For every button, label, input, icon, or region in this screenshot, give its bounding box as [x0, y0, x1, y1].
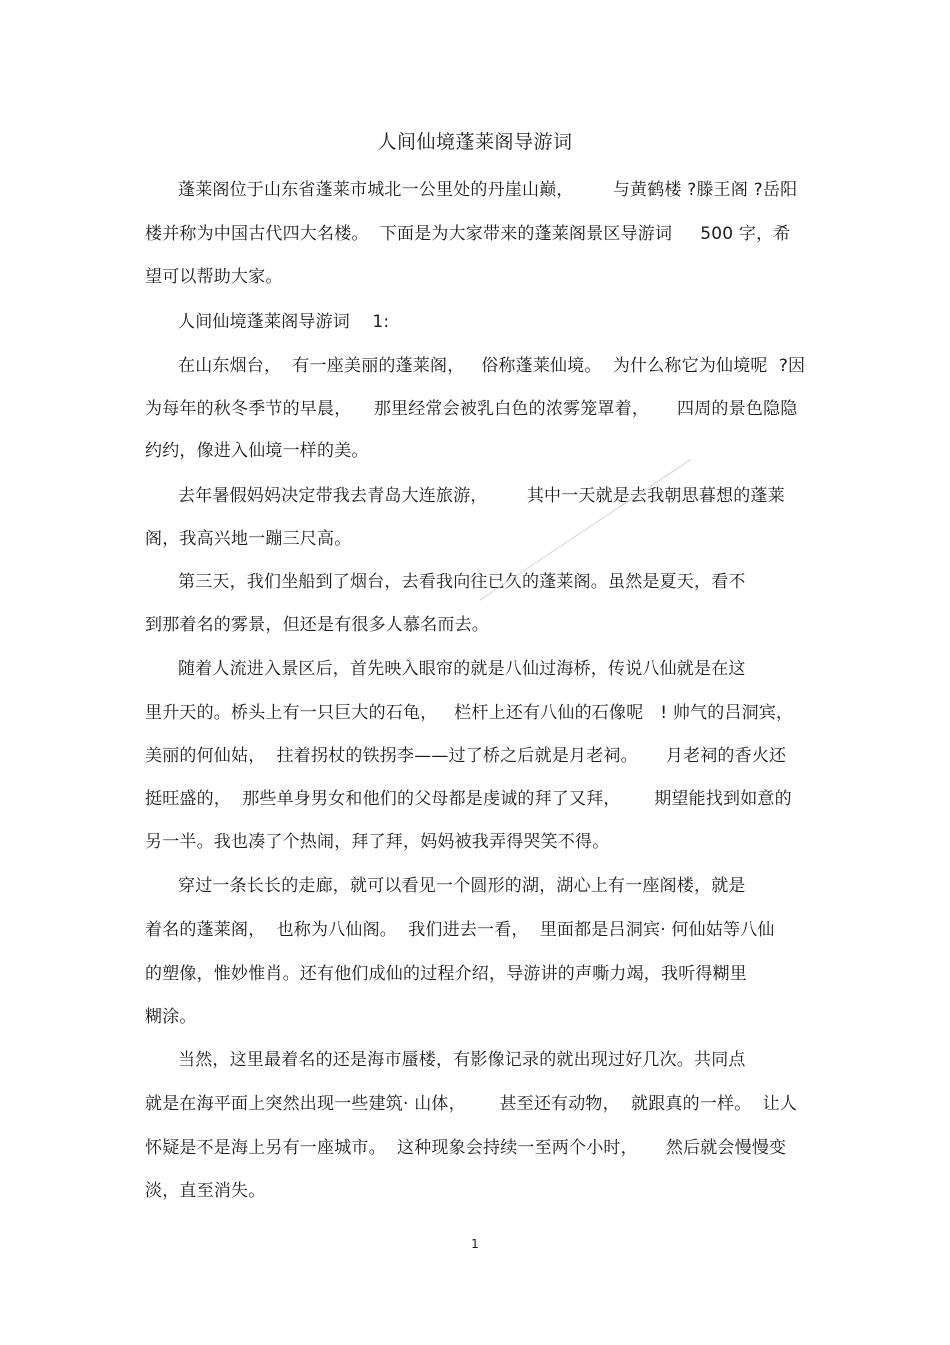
paragraph-line: 就是在海平面上突然出现一些建筑· 山体， 甚至还有动物， 就跟真的一样。 让人: [145, 1094, 798, 1114]
paragraph-line: 另一半。我也凑了个热闹，拜了拜，妈妈被我弄得哭笑不得。: [145, 832, 610, 852]
paragraph-line: 当然，这里最着名的还是海市蜃楼，有影像记录的就出现过好几次。共同点: [178, 1050, 746, 1070]
paragraph-line: 美丽的何仙姑， 拄着拐杖的铁拐李——过了桥之后就是月老祠。 月老祠的香火还: [145, 746, 787, 766]
paragraph-line: 随着人流进入景区后，首先映入眼帘的就是八仙过海桥，传说八仙就是在这: [178, 659, 746, 679]
paragraph-line: 阁，我高兴地一蹦三尺高。: [145, 529, 352, 549]
watermark-stroke-icon: [420, 440, 740, 620]
paragraph-line: 的塑像，惟妙惟肖。还有他们成仙的过程介绍，导游讲的声嘶力竭，我听得糊里: [145, 964, 747, 984]
paragraph-line: 到那着名的雾景，但还是有很多人慕名而去。: [145, 615, 489, 635]
paragraph-line: 望可以帮助大家。: [145, 267, 283, 287]
paragraph-line: 去年暑假妈妈决定带我去青岛大连旅游， 其中一天就是去我朝思暮想的蓬莱: [178, 486, 785, 506]
paragraph-line: 约约，像进入仙境一样的美。: [145, 441, 369, 461]
paragraph-line: 在山东烟台， 有一座美丽的蓬莱阁， 俗称蓬莱仙境。 为什么称它为仙境呢 ?因: [178, 356, 806, 376]
paragraph-line: 糊涂。: [145, 1007, 197, 1027]
paragraph-line: 淡，直至消失。: [145, 1181, 266, 1201]
paragraph-line: 里升天的。桥头上有一只巨大的石龟， 栏杆上还有八仙的石像呢 ! 帅气的吕洞宾，: [145, 703, 794, 723]
paragraph-line: 挺旺盛的， 那些单身男女和他们的父母都是虔诚的拜了又拜， 期望能找到如意的: [145, 789, 792, 809]
paragraph-line: 楼并称为中国古代四大名楼。 下面是为大家带来的蓬莱阁景区导游词 500 字，希: [145, 224, 791, 244]
page-number: 1: [471, 1237, 479, 1251]
document-title: 人间仙境蓬莱阁导游词: [377, 131, 573, 153]
paragraph-line: 为每年的秋冬季节的早晨， 那里经常会被乳白色的浓雾笼罩着， 四周的景色隐隐: [145, 399, 798, 419]
paragraph-line: 蓬莱阁位于山东省蓬莱市城北一公里处的丹崖山巅， 与黄鹤楼 ?滕王阁 ?岳阳: [178, 180, 798, 200]
paragraph-line: 怀疑是不是海上另有一座城市。 这种现象会持续一至两个小时， 然后就会慢慢变: [145, 1138, 787, 1158]
paragraph-line: 穿过一条长长的走廊，就可以看见一个圆形的湖，湖心上有一座阁楼，就是: [178, 876, 746, 896]
paragraph-line: 着名的蓬莱阁， 也称为八仙阁。 我们进去一看， 里面都是吕洞宾· 何仙姑等八仙: [145, 920, 775, 940]
paragraph-line: 第三天，我们坐船到了烟台，去看我向往已久的蓬莱阁。虽然是夏天，看不: [178, 572, 746, 592]
section-heading: 人间仙境蓬莱阁导游词 1:: [178, 312, 390, 332]
watermark-stroke: [420, 440, 421, 441]
